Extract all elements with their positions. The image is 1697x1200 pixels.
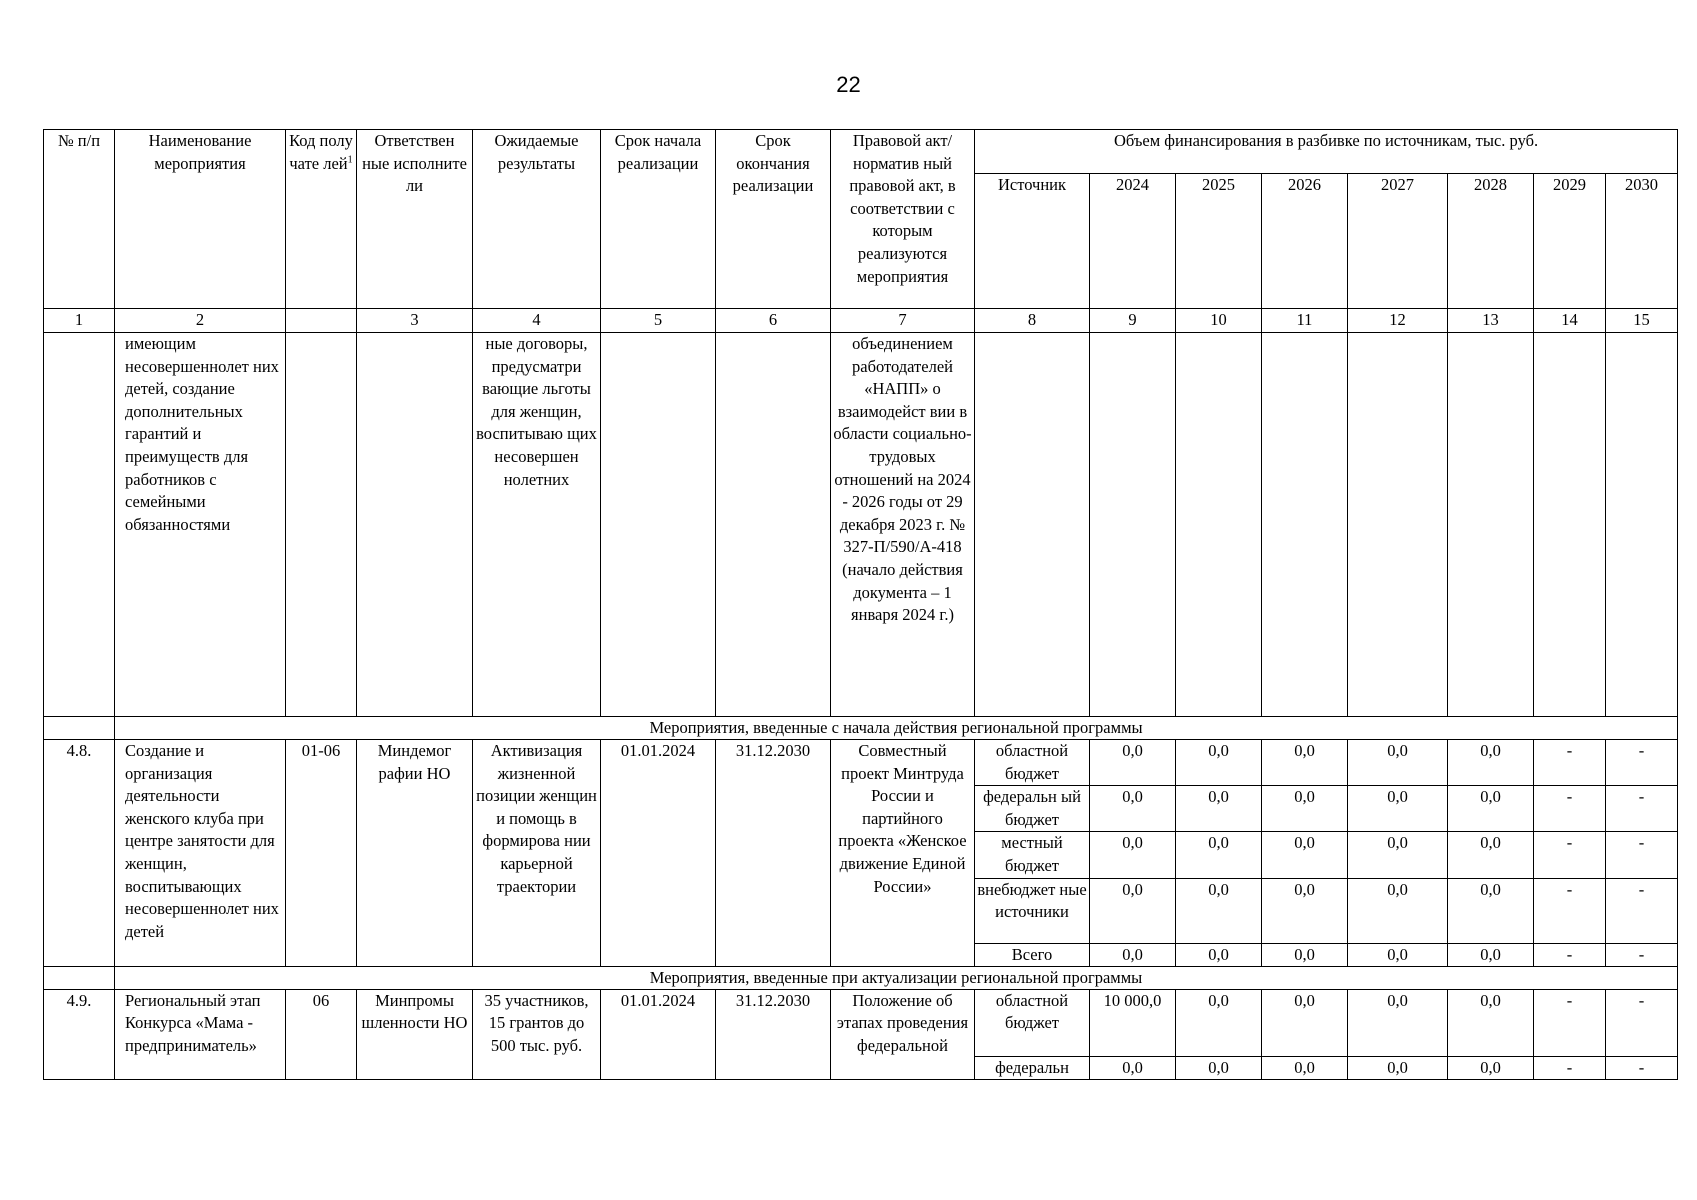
table-row-4-9 xyxy=(44,989,1678,1056)
cell-results: 35 участников, 15 грантов до 500 тыс. руб. xyxy=(473,989,601,1079)
column-number: 12 xyxy=(1348,309,1448,333)
cell-value: 0,0 xyxy=(1262,740,1348,786)
column-number: 13 xyxy=(1448,309,1534,333)
cell-value: 0,0 xyxy=(1176,878,1262,943)
cell-source: областной бюджет xyxy=(975,989,1090,1056)
cell-value: - xyxy=(1534,740,1606,786)
cell-value: 0,0 xyxy=(1348,943,1448,966)
cell-name: Создание и организация деятельности женского клуба при центре занятости для женщин, воспитывающих несовершеннолет них детей xyxy=(115,740,286,967)
cell-results: ные договоры, предусматри вающие льготы для женщин, воспитываю щих несовершен нолетних xyxy=(473,333,601,717)
cell-source: федеральн xyxy=(975,1056,1090,1079)
header-start: Срок начала реализации xyxy=(601,130,716,309)
column-number: 6 xyxy=(716,309,831,333)
cell-value: 0,0 xyxy=(1262,1056,1348,1079)
header-legal-act: Правовой акт/норматив ный правовой акт, в соответствии с которым реализуются мероприятия xyxy=(831,130,975,309)
section-title: Мероприятия, введенные с начала действия региональной программы xyxy=(115,717,1678,740)
cell-value: 0,0 xyxy=(1262,786,1348,832)
cell-empty xyxy=(1348,333,1448,717)
cell-value: 0,0 xyxy=(1176,786,1262,832)
cell-empty xyxy=(975,333,1090,717)
column-number: 5 xyxy=(601,309,716,333)
cell-empty xyxy=(1262,333,1348,717)
header-end: Срок окончания реализации xyxy=(716,130,831,309)
table-row-continued xyxy=(44,333,1678,717)
cell-value: 0,0 xyxy=(1176,989,1262,1056)
cell-value: 0,0 xyxy=(1090,1056,1176,1079)
cell-value: 0,0 xyxy=(1448,878,1534,943)
cell-legal-act: Положение об этапах проведения федеральной xyxy=(831,989,975,1079)
cell-value: - xyxy=(1606,989,1678,1056)
cell-code: 01-06 xyxy=(286,740,357,967)
cell-value: 10 000,0 xyxy=(1090,989,1176,1056)
cell-value: - xyxy=(1534,832,1606,878)
column-number: 15 xyxy=(1606,309,1678,333)
cell-value: 0,0 xyxy=(1176,832,1262,878)
header-name: Наименование мероприятия xyxy=(115,130,286,309)
header-year: 2028 xyxy=(1448,174,1534,309)
cell-value: 0,0 xyxy=(1348,989,1448,1056)
cell-responsible: Миндемог рафии НО xyxy=(357,740,473,967)
cell-value: 0,0 xyxy=(1176,1056,1262,1079)
cell-value: 0,0 xyxy=(1448,786,1534,832)
cell-start: 01.01.2024 xyxy=(601,740,716,967)
header-year: 2030 xyxy=(1606,174,1678,309)
cell-empty xyxy=(44,333,115,717)
column-number: 10 xyxy=(1176,309,1262,333)
cell-value: - xyxy=(1534,943,1606,966)
column-number: 8 xyxy=(975,309,1090,333)
funding-table xyxy=(43,129,1678,1080)
column-number: 4 xyxy=(473,309,601,333)
cell-value: 0,0 xyxy=(1262,832,1348,878)
cell-value: 0,0 xyxy=(1348,878,1448,943)
column-number: 7 xyxy=(831,309,975,333)
column-number-row xyxy=(44,309,1678,333)
cell-value: 0,0 xyxy=(1448,943,1534,966)
column-number xyxy=(286,309,357,333)
cell-value: 0,0 xyxy=(1448,740,1534,786)
cell-value: - xyxy=(1606,740,1678,786)
column-number: 14 xyxy=(1534,309,1606,333)
cell-legal-act: объединением работодателей «НАПП» о взаимодейст вии в области социально-трудовых отношений на 2024 - 2026 годы от 29 декабря 2023 г. № 327-П/590/А-418 (начало действия документа – 1 января 2024 г.) xyxy=(831,333,975,717)
header-funding: Объем финансирования в разбивке по источникам, тыс. руб. xyxy=(975,130,1678,174)
cell-legal-act: Совместный проект Минтруда России и партийного проекта «Женское движение Единой России» xyxy=(831,740,975,967)
cell-empty xyxy=(44,717,115,740)
cell-empty xyxy=(1606,333,1678,717)
cell-value: - xyxy=(1606,832,1678,878)
cell-num: 4.9. xyxy=(44,989,115,1079)
cell-value: 0,0 xyxy=(1348,832,1448,878)
header-results: Ожидаемые результаты xyxy=(473,130,601,309)
column-number: 11 xyxy=(1262,309,1348,333)
cell-value: 0,0 xyxy=(1448,1056,1534,1079)
cell-empty xyxy=(1090,333,1176,717)
cell-value: 0,0 xyxy=(1090,878,1176,943)
cell-value: 0,0 xyxy=(1448,832,1534,878)
cell-value: 0,0 xyxy=(1348,786,1448,832)
cell-name: Региональный этап Конкурса «Мама - предприниматель» xyxy=(115,989,286,1079)
cell-value: 0,0 xyxy=(1262,943,1348,966)
cell-empty xyxy=(357,333,473,717)
cell-value: 0,0 xyxy=(1090,832,1176,878)
cell-value: - xyxy=(1606,943,1678,966)
cell-responsible: Минпромы шленности НО xyxy=(357,989,473,1079)
cell-results: Активизация жизненной позиции женщин и помощь в формирова нии карьерной траектории xyxy=(473,740,601,967)
section-title: Мероприятия, введенные при актуализации региональной программы xyxy=(115,966,1678,989)
cell-value: - xyxy=(1606,878,1678,943)
header-year: 2025 xyxy=(1176,174,1262,309)
section-row xyxy=(44,966,1678,989)
column-number: 1 xyxy=(44,309,115,333)
cell-start: 01.01.2024 xyxy=(601,989,716,1079)
header-year: 2029 xyxy=(1534,174,1606,309)
cell-value: 0,0 xyxy=(1348,1056,1448,1079)
column-number: 3 xyxy=(357,309,473,333)
page-number: 22 xyxy=(836,72,861,97)
header-source: Источник xyxy=(975,174,1090,309)
cell-value: - xyxy=(1534,878,1606,943)
cell-empty xyxy=(601,333,716,717)
column-number: 9 xyxy=(1090,309,1176,333)
column-number: 2 xyxy=(115,309,286,333)
header-year: 2026 xyxy=(1262,174,1348,309)
cell-empty xyxy=(716,333,831,717)
cell-value: - xyxy=(1534,1056,1606,1079)
cell-value: 0,0 xyxy=(1090,786,1176,832)
cell-source: Всего xyxy=(975,943,1090,966)
cell-value: 0,0 xyxy=(1176,740,1262,786)
cell-value: - xyxy=(1534,786,1606,832)
header-code-footnote: 1 xyxy=(347,154,353,166)
cell-end: 31.12.2030 xyxy=(716,989,831,1079)
cell-source: внебюджет ные источники xyxy=(975,878,1090,943)
table-row-4-8 xyxy=(44,740,1678,786)
cell-source: областной бюджет xyxy=(975,740,1090,786)
cell-empty xyxy=(1534,333,1606,717)
cell-value: 0,0 xyxy=(1090,943,1176,966)
header-row xyxy=(44,130,1678,174)
header-code xyxy=(286,130,357,309)
cell-value: 0,0 xyxy=(1448,989,1534,1056)
cell-value: 0,0 xyxy=(1262,989,1348,1056)
cell-value: - xyxy=(1606,786,1678,832)
cell-value: 0,0 xyxy=(1348,740,1448,786)
header-year: 2027 xyxy=(1348,174,1448,309)
cell-value: - xyxy=(1534,989,1606,1056)
header-code-text: Код полу чате лей xyxy=(289,131,353,173)
cell-code: 06 xyxy=(286,989,357,1079)
cell-empty xyxy=(286,333,357,717)
cell-empty xyxy=(44,966,115,989)
section-row xyxy=(44,717,1678,740)
cell-value: - xyxy=(1606,1056,1678,1079)
cell-num: 4.8. xyxy=(44,740,115,967)
cell-empty xyxy=(1448,333,1534,717)
cell-source: федеральн ый бюджет xyxy=(975,786,1090,832)
cell-source: местный бюджет xyxy=(975,832,1090,878)
cell-value: 0,0 xyxy=(1262,878,1348,943)
cell-value: 0,0 xyxy=(1090,740,1176,786)
cell-end: 31.12.2030 xyxy=(716,740,831,967)
cell-name: имеющим несовершеннолет них детей, создание дополнительных гарантий и преимуществ для работников с семейными обязанностями xyxy=(115,333,286,717)
header-year: 2024 xyxy=(1090,174,1176,309)
header-num: № п/п xyxy=(44,130,115,309)
header-responsible: Ответствен ные исполните ли xyxy=(357,130,473,309)
cell-value: 0,0 xyxy=(1176,943,1262,966)
cell-empty xyxy=(1176,333,1262,717)
